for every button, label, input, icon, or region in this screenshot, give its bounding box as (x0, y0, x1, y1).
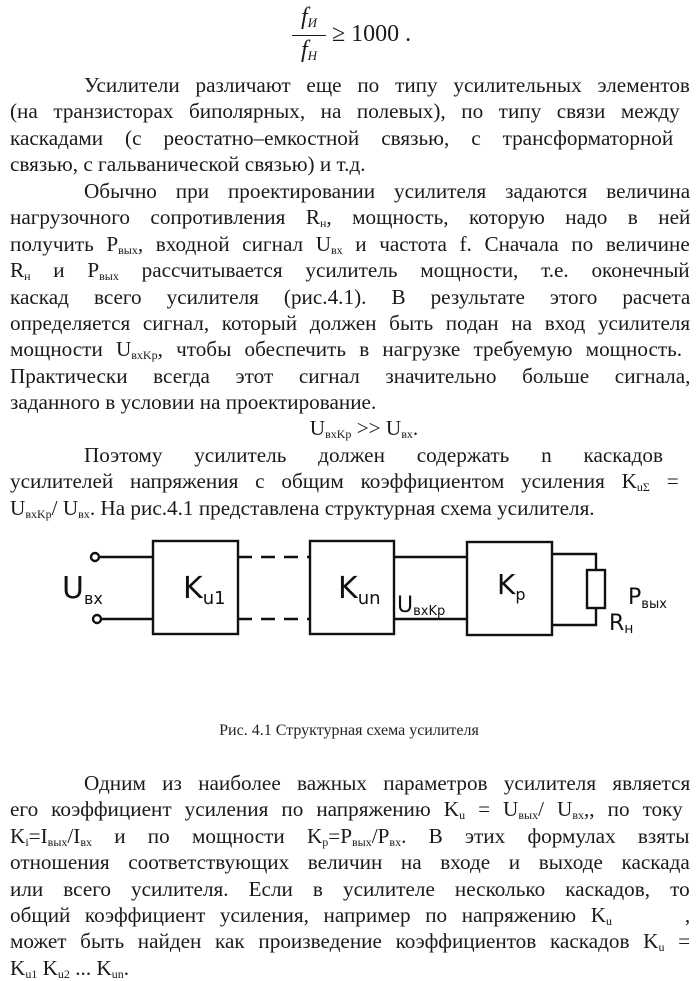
frequency-ratio-formula (290, 4, 450, 68)
text-fragment: общий коэффициент усиления, например по напряжению K (10, 903, 606, 928)
amplifier-block-diagram (0, 525, 698, 645)
power-stage-input-label: UвхKp (397, 593, 446, 619)
text-line: Обычно при проектировании усилителя задаются величина (84, 179, 691, 203)
output-wire-top (552, 554, 596, 570)
text-fragment: , мощность, которую надо в ней (326, 205, 691, 230)
text-line (10, 257, 690, 283)
input-terminal-top (91, 553, 99, 561)
subscript: u (459, 808, 466, 823)
text-fragment: ... K (69, 955, 112, 980)
input-voltage-label: $U_{вх}$ (62, 571, 103, 608)
numerator-symbol: f (300, 4, 308, 30)
subscript: вхKp (131, 348, 158, 363)
subscript: u (606, 914, 612, 929)
text-line: Усилители различают еще по типу усилительных элементов (84, 73, 690, 97)
inequality-formula (0, 416, 698, 441)
output-power-label: Pвых (628, 585, 667, 612)
denominator-symbol: f (300, 37, 308, 63)
text-line: каскадами (с реостатно–емкостной связью, с трансформаторной (10, 125, 674, 150)
text-fragment: = U (465, 797, 519, 822)
load-resistance-label: Rн (609, 611, 634, 637)
text-line: Практически всегда этот сигнал значительно больше сигнала, (10, 363, 691, 388)
text-fragment: = (649, 469, 679, 494)
text-line (10, 468, 690, 494)
input-terminal-bottom (93, 615, 101, 623)
text-fragment: может быть найден как произведение коэффициентов каскадов K (10, 929, 659, 954)
text-fragment: мощности U (10, 337, 132, 362)
subscript: un (111, 966, 124, 981)
paragraph-voltage-stages (10, 442, 690, 521)
text-fragment: . На рис.4.1 представлена структурная схема усилителя. (89, 495, 595, 520)
text-line: (на транзисторах биполярных, на полевых), по типу связи между (10, 99, 680, 124)
block3-label: $K_p$ (497, 568, 526, 604)
subscript: вх (389, 834, 402, 849)
load-resistor (587, 570, 605, 608)
text-line: Поэтому усилитель должен содержать n каскадов (84, 443, 664, 467)
subscript: вых (47, 834, 68, 849)
subscript: н (319, 216, 327, 231)
fraction-denominator (290, 37, 328, 64)
numerator-subscript: И (307, 15, 318, 30)
text-line: каскад всего усилителя (рис.4.1). В результате этого расчета (10, 284, 691, 309)
fraction-numerator (290, 4, 328, 31)
output-wire-bottom (552, 608, 596, 625)
subscript: вх (80, 834, 93, 849)
figure-caption: Рис. 4.1 Структурная схема усилителя (219, 722, 479, 739)
text-line: заданного в условии на проектирование. (10, 390, 377, 415)
text-fragment: >> U (351, 416, 402, 440)
text-line (10, 495, 690, 521)
subscript: вх (78, 506, 90, 521)
text-fragment: его коэффициент усиления по напряжению K (10, 797, 460, 822)
fraction-bar (292, 35, 326, 36)
text-line (10, 823, 690, 849)
text-fragment: K (10, 823, 26, 848)
text-fragment: /P (371, 823, 390, 848)
text-line (10, 902, 690, 928)
denominator-subscript: Н (307, 48, 318, 63)
text-fragment: U (10, 495, 26, 520)
text-fragment: и по мощности K (92, 823, 323, 848)
subscript: u (658, 940, 665, 955)
text-fragment: получить P (10, 231, 119, 256)
text-line: Одним из наиболее важных параметров усилителя является (84, 771, 691, 795)
text-fragment: нагрузочного сопротивления R (10, 205, 320, 230)
subscript: p (322, 834, 329, 849)
text-fragment: . (412, 416, 419, 440)
text-fragment: . (123, 955, 130, 980)
subscript: вх (401, 427, 413, 441)
text-fragment: усилителей напряжения с общим коэффициентом усиления K (10, 469, 637, 494)
text-fragment: и частота f. Сначала по величине (342, 231, 690, 256)
paragraph-amplifier-types (10, 72, 690, 178)
text-line (10, 231, 690, 257)
text-fragment: =P (328, 823, 352, 848)
text-fragment: / U (538, 797, 573, 822)
text-line: или всего усилителя. Если в усилителе несколько каскадов, то (10, 876, 690, 901)
text-fragment: K (10, 955, 26, 980)
text-line: определяется сигнал, который должен быть подан на вход усилителя (10, 311, 691, 336)
text-fragment: R (10, 258, 25, 283)
text-fragment: , (612, 903, 691, 928)
subscript: вых (352, 834, 372, 849)
subscript: uΣ (636, 480, 650, 495)
subscript: u1 (25, 966, 38, 981)
text-fragment: . В этих формулах взяты (401, 823, 690, 848)
text-fragment: , чтобы обеспечить в нагрузке требуемую мощность. (157, 337, 683, 362)
text-fragment: U (309, 416, 326, 440)
subscript: вхKp (25, 506, 52, 521)
text-fragment: /I (67, 823, 81, 848)
text-line (10, 928, 690, 954)
subscript: u2 (57, 966, 70, 981)
text-line: связью, с гальванической связью) и т.д. (10, 152, 366, 177)
text-line (10, 796, 690, 822)
subscript: вых (99, 269, 119, 284)
paragraph-gain-coefficients (10, 770, 690, 981)
text-fragment: ,, по току (584, 797, 683, 822)
block1-label: $K_{u1}$ (183, 571, 226, 609)
subscript: вхKp (325, 427, 352, 441)
subscript: вх (331, 242, 343, 257)
text-line: отношения соответствующих величин на входе и выходе каскада (10, 850, 690, 875)
block2-label: $K_{un}$ (338, 571, 381, 609)
text-line (10, 336, 690, 362)
text-fragment: = (664, 929, 691, 954)
text-line (10, 204, 690, 230)
text-fragment: / U (51, 495, 79, 520)
text-fragment: =I (28, 823, 48, 848)
text-fragment: рассчитывается усилитель мощности, т.е. оконечный (118, 258, 690, 283)
paragraph-design-procedure (10, 178, 690, 416)
text-fragment: K (37, 955, 58, 980)
formula-relation: ≥ 1000 . (332, 21, 412, 47)
text-line (10, 955, 690, 981)
subscript: вых (518, 808, 539, 823)
text-fragment: , входной сигнал U (137, 231, 332, 256)
subscript: вх (572, 808, 584, 823)
subscript: н (24, 269, 31, 284)
text-fragment: и P (30, 258, 100, 283)
subscript: i (25, 834, 29, 849)
subscript: вых (118, 242, 138, 257)
